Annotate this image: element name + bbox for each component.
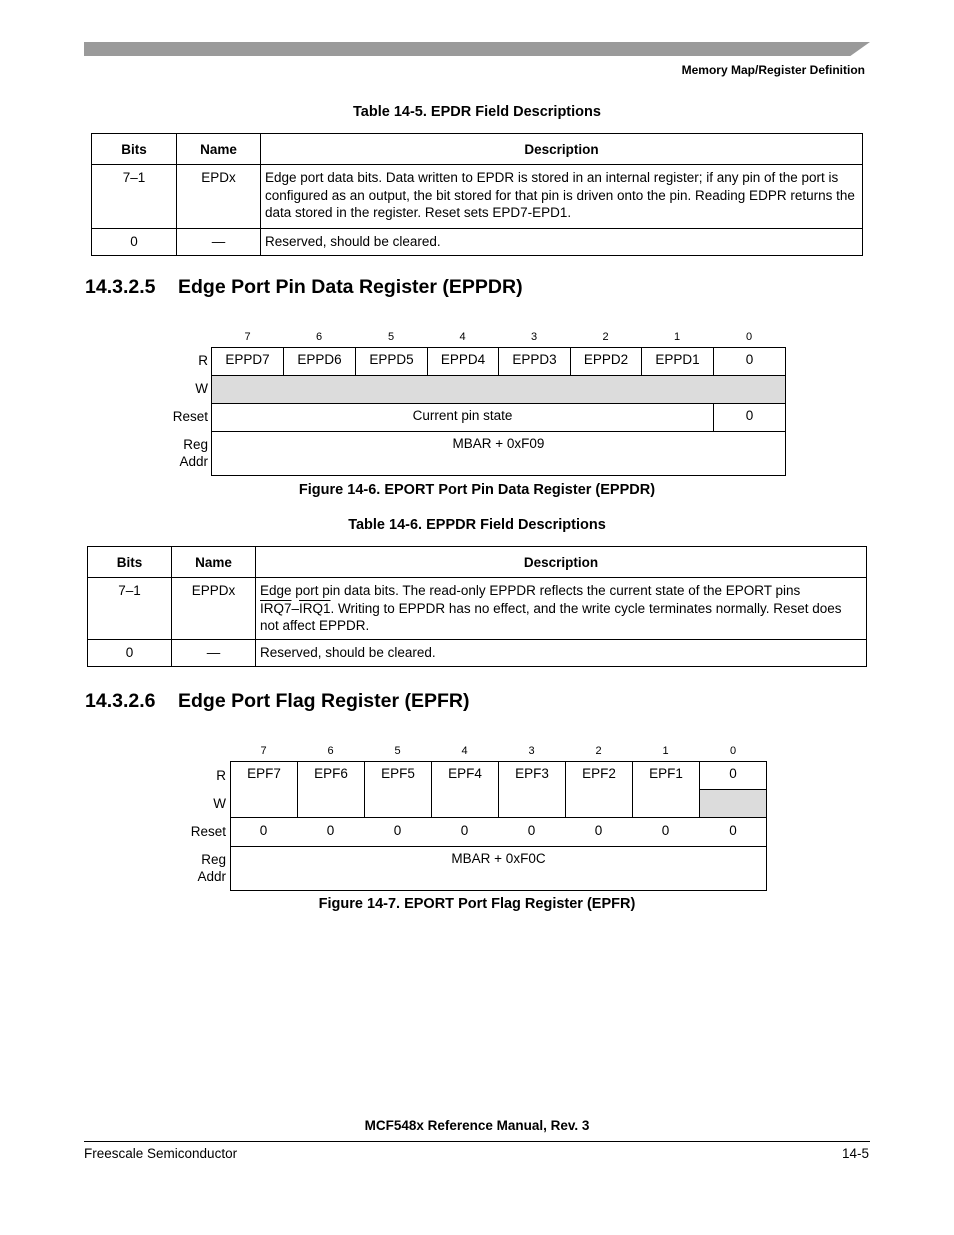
table1-cell-name: — bbox=[177, 229, 261, 256]
reset-value: 0 bbox=[661, 823, 670, 838]
reset-value: 0 bbox=[594, 823, 603, 838]
row-label-r: R bbox=[216, 768, 226, 783]
desc-text: . Writing to EPPDR has no effect, and the write cycle terminates normally. Reset does not affect EPPDR. bbox=[260, 600, 842, 633]
reset-value: 0 bbox=[729, 823, 737, 838]
table2-cell-bits: 0 bbox=[88, 640, 172, 667]
bit-number: 1 bbox=[662, 745, 669, 757]
row-label-addr: Addr bbox=[197, 869, 226, 884]
reset-value: 0 bbox=[326, 823, 335, 838]
field-eppd5: EPPD5 bbox=[355, 347, 428, 376]
table-row bbox=[88, 640, 867, 667]
table2 bbox=[87, 546, 867, 667]
register-address: MBAR + 0xF09 bbox=[211, 431, 786, 476]
section-heading-epfr bbox=[85, 690, 469, 713]
table1-cell-name: EPDx bbox=[177, 165, 261, 229]
figure2-caption: Figure 14-7. EPORT Port Flag Register (EPFR) bbox=[318, 896, 636, 912]
row-label-w: W bbox=[195, 381, 208, 396]
signal-irq7: IRQ7 bbox=[260, 600, 292, 616]
field-bit0: 0 bbox=[699, 761, 767, 790]
row-label-reg: Reg bbox=[183, 437, 208, 452]
reset-value: 0 bbox=[460, 823, 469, 838]
reset-value: 0 bbox=[259, 823, 268, 838]
footer-company: Freescale Semiconductor bbox=[84, 1146, 238, 1161]
table1 bbox=[91, 133, 863, 256]
bit-number: 0 bbox=[745, 331, 753, 343]
bit-number: 2 bbox=[602, 331, 609, 343]
section-title: Edge Port Flag Register (EPFR) bbox=[178, 690, 470, 712]
field-eppd2: EPPD2 bbox=[570, 347, 642, 376]
field-epf4: EPF4 bbox=[431, 761, 499, 818]
table1-header-name: Name bbox=[177, 134, 261, 165]
bit-number: 3 bbox=[528, 745, 535, 757]
field-eppd3: EPPD3 bbox=[498, 347, 571, 376]
field-eppd6: EPPD6 bbox=[283, 347, 356, 376]
row-label-addr: Addr bbox=[179, 454, 208, 469]
table2-header-description: Description bbox=[256, 547, 867, 578]
field-eppd4: EPPD4 bbox=[427, 347, 499, 376]
bit-number: 6 bbox=[327, 745, 334, 757]
field-eppd7: EPPD7 bbox=[211, 347, 284, 376]
write-row-shaded bbox=[211, 375, 786, 404]
reset-value: 0 bbox=[393, 823, 402, 838]
table2-header-name: Name bbox=[172, 547, 256, 578]
reset-current-pin-state: Current pin state bbox=[211, 403, 714, 432]
running-title: Memory Map/Register Definition bbox=[681, 63, 865, 77]
table1-cell-bits: 7–1 bbox=[92, 165, 177, 229]
field-bit0: 0 bbox=[713, 347, 786, 376]
table1-caption: Table 14-5. EPDR Field Descriptions bbox=[353, 104, 601, 120]
table1-cell-bits: 0 bbox=[92, 229, 177, 256]
table-row bbox=[88, 578, 867, 640]
bit-number: 5 bbox=[387, 331, 395, 343]
desc-dash: – bbox=[291, 600, 300, 616]
desc-text: Edge port pin data bits. The read-only EPPDR reflects the current state of the EPORT pins bbox=[260, 583, 801, 598]
bit-number: 4 bbox=[459, 331, 466, 343]
field-epf7: EPF7 bbox=[230, 761, 298, 818]
bit-number: 6 bbox=[315, 331, 323, 343]
reset-value: 0 bbox=[527, 823, 536, 838]
field-epf1: EPF1 bbox=[632, 761, 700, 818]
table1-header-bits: Bits bbox=[92, 134, 177, 165]
table1-cell-description: Edge port data bits. Data written to EPDR is stored in an internal register; if any pin of the port is configured as an output, the bit stored for that pin is driven onto the pin. Reading EDPR returns the data stored in the register. Reset sets EPD7-EPD1. bbox=[261, 165, 863, 229]
table2-caption: Table 14-6. EPPDR Field Descriptions bbox=[348, 517, 606, 533]
table2-cell-name: — bbox=[172, 640, 256, 667]
table1-cell-description: Reserved, should be cleared. bbox=[261, 229, 863, 256]
field-epf2: EPF2 bbox=[565, 761, 633, 818]
table-row bbox=[92, 229, 863, 256]
table2-cell-bits: 7–1 bbox=[88, 578, 172, 640]
bit-number: 7 bbox=[260, 745, 267, 757]
row-label-w: W bbox=[213, 796, 226, 811]
footer-manual-title: MCF548x Reference Manual, Rev. 3 bbox=[364, 1118, 590, 1133]
row-label-r: R bbox=[198, 353, 208, 368]
bit-number: 4 bbox=[461, 745, 468, 757]
table1-header-description: Description bbox=[261, 134, 863, 165]
section-number: 14.3.2.6 bbox=[85, 690, 156, 712]
register-address: MBAR + 0xF0C bbox=[230, 846, 767, 891]
table2-cell-description: Reserved, should be cleared. bbox=[256, 640, 867, 667]
header-bar bbox=[84, 42, 870, 56]
field-epf6: EPF6 bbox=[297, 761, 365, 818]
bit-number: 0 bbox=[729, 745, 737, 757]
section-heading-eppdr bbox=[85, 276, 523, 299]
field-epf3: EPF3 bbox=[498, 761, 566, 818]
bit-number: 7 bbox=[244, 331, 251, 343]
reset-bit0: 0 bbox=[713, 403, 786, 432]
row-label-reset: Reset bbox=[172, 409, 208, 424]
field-eppd1: EPPD1 bbox=[641, 347, 714, 376]
write-bit0-shaded bbox=[699, 789, 767, 818]
section-number: 14.3.2.5 bbox=[85, 276, 156, 298]
figure1-caption: Figure 14-6. EPORT Port Pin Data Register (EPPDR) bbox=[298, 482, 656, 498]
row-label-reset: Reset bbox=[190, 824, 226, 839]
section-title: Edge Port Pin Data Register (EPPDR) bbox=[178, 276, 523, 298]
signal-irq1: IRQ1 bbox=[299, 600, 331, 616]
table-row bbox=[92, 165, 863, 229]
bit-number: 3 bbox=[530, 331, 538, 343]
table2-cell-name: EPPDx bbox=[172, 578, 256, 640]
bit-number: 1 bbox=[673, 331, 681, 343]
footer-page-number: 14-5 bbox=[841, 1146, 869, 1161]
table2-header-bits: Bits bbox=[88, 547, 172, 578]
footer-rule bbox=[84, 1141, 870, 1142]
row-label-reg: Reg bbox=[201, 852, 226, 867]
bit-number: 2 bbox=[595, 745, 602, 757]
field-epf5: EPF5 bbox=[364, 761, 432, 818]
table2-cell-description bbox=[256, 578, 867, 640]
bit-number: 5 bbox=[394, 745, 401, 757]
